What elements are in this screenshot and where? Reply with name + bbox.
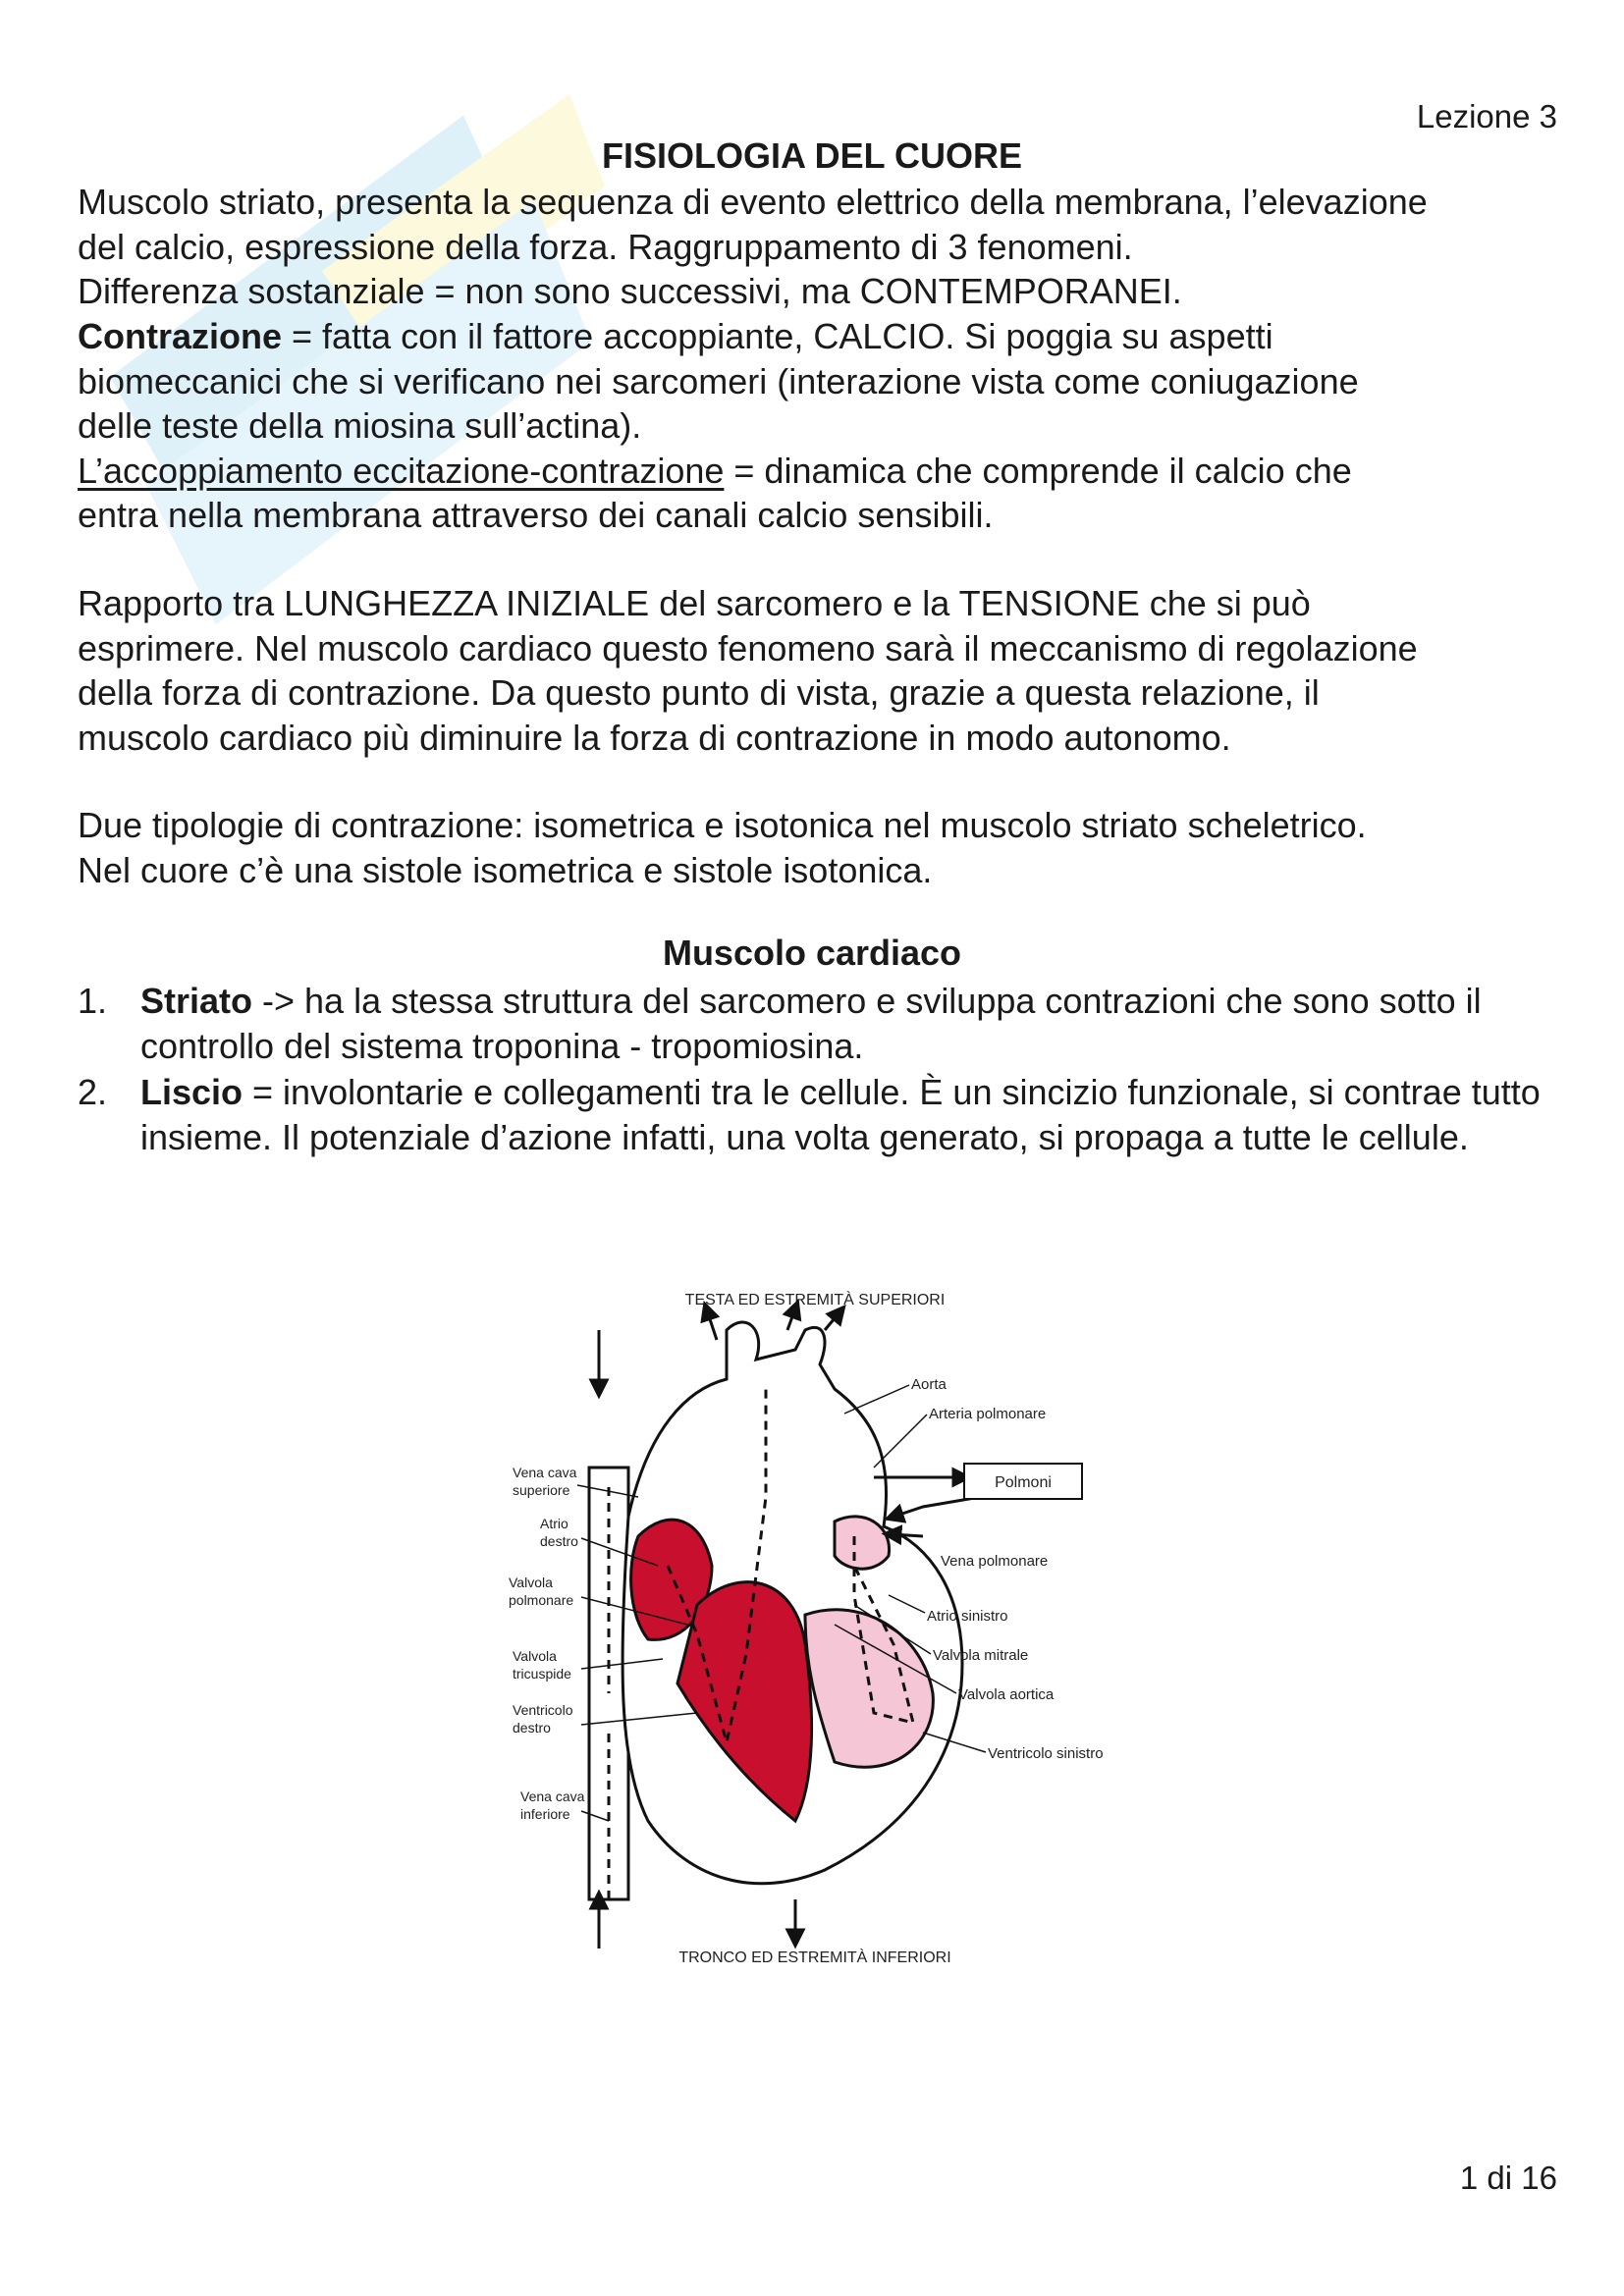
paragraph-contrazione bbox=[78, 314, 1570, 538]
label-right: Arteria polmonare bbox=[929, 1406, 1047, 1422]
label-left: Vena cava bbox=[520, 1789, 585, 1804]
paragraph-line: muscolo cardiaco più diminuire la forza di contrazione in modo autonomo. bbox=[78, 717, 1231, 758]
paragraph-line: biomeccanici che si verificano nei sarcomeri (interazione vista come coniugazione bbox=[78, 360, 1359, 401]
heart-diagram-svg bbox=[501, 1271, 1129, 1968]
label-right: Valvola mitrale bbox=[933, 1647, 1029, 1664]
label-bottom: TRONCO ED ESTREMITÀ INFERIORI bbox=[678, 1949, 951, 1966]
paragraph-line: Nel cuore c’è una sistole isometrica e sistole isotonica. bbox=[78, 849, 933, 890]
list-item bbox=[78, 1070, 1570, 1159]
label-top: TESTA ED ESTREMITÀ SUPERIORI bbox=[684, 1292, 946, 1308]
label-left: inferiore bbox=[520, 1806, 570, 1822]
label-left: Vena cava bbox=[513, 1465, 577, 1480]
paragraph-text: = dinamica che comprende il calcio che bbox=[724, 450, 1352, 491]
label-left: Ventricolo bbox=[513, 1702, 573, 1718]
lungs-label: Polmoni bbox=[995, 1474, 1052, 1491]
paragraph-line: entra nella membrana attraverso dei canali calcio sensibili. bbox=[78, 495, 994, 535]
paragraph-intro bbox=[78, 180, 1570, 314]
arrow-pulmonary-vein bbox=[892, 1534, 923, 1536]
label-right: Atrio sinistro bbox=[927, 1608, 1008, 1625]
paragraph-tipologie bbox=[78, 803, 1570, 892]
label-left: superiore bbox=[513, 1482, 570, 1498]
muscle-type-list bbox=[78, 979, 1570, 1161]
list-term: Liscio bbox=[140, 1072, 244, 1112]
list-item bbox=[78, 979, 1570, 1068]
arrow-head-up bbox=[787, 1308, 795, 1330]
label-right: Vena polmonare bbox=[941, 1553, 1049, 1570]
paragraph-line: esprimere. Nel muscolo cardiaco questo fenomeno sarà il meccanismo di regolazione bbox=[78, 627, 1418, 668]
list-term: Striato bbox=[140, 981, 253, 1021]
lesson-number: Lezione 3 bbox=[1416, 98, 1557, 134]
paragraph-line bbox=[78, 314, 1570, 359]
arrow-head-up bbox=[707, 1310, 717, 1340]
label-left: Valvola bbox=[513, 1648, 557, 1664]
list-text: -> ha la stessa struttura del sarcomero e sviluppa contrazioni che sono sotto il controllo del sistema troponina - tropomiosina. bbox=[140, 981, 1482, 1066]
label-left: Atrio bbox=[540, 1516, 568, 1531]
list-text: = involontarie e collegamenti tra le cellule. È un sincizio funzionale, si contrae tutto insieme. Il potenziale d’azione infatti, una volta generato, si propaga a tutte le cellule. bbox=[140, 1072, 1541, 1157]
label-right: Ventricolo sinistro bbox=[988, 1745, 1104, 1762]
label-right: Aorta bbox=[911, 1376, 947, 1393]
label-left: destro bbox=[540, 1533, 578, 1549]
paragraph-line: della forza di contrazione. Da questo punto di vista, grazie a questa relazione, il bbox=[78, 672, 1320, 713]
label-right: Valvola aortica bbox=[958, 1686, 1055, 1703]
paragraph-line bbox=[78, 449, 1570, 494]
paragraph-line: Rapporto tra LUNGHEZZA INIZIALE del sarcomero e la TENSIONE che si può bbox=[78, 583, 1311, 623]
page-title: FISIOLOGIA DEL CUORE bbox=[601, 135, 1023, 176]
heart-diagram bbox=[501, 1271, 1129, 1968]
left-labels bbox=[509, 1465, 585, 1822]
label-left: destro bbox=[513, 1720, 551, 1735]
label-left: tricuspide bbox=[513, 1666, 571, 1682]
paragraph-line: del calcio, espressione della forza. Raggruppamento di 3 fenomeni. bbox=[78, 226, 1133, 267]
paragraph-line: delle teste della miosina sull’actina). bbox=[78, 405, 642, 446]
paragraph-text: = fatta con il fattore accoppiante, CALCIO. Si poggia su aspetti bbox=[282, 316, 1273, 356]
label-left: Valvola bbox=[509, 1575, 553, 1590]
paragraph-line: Due tipologie di contrazione: isometrica e isotonica nel muscolo striato scheletrico. bbox=[78, 805, 1367, 845]
section-title: Muscolo cardiaco bbox=[662, 933, 962, 973]
paragraph-rapporto bbox=[78, 581, 1570, 760]
paragraph-line: Muscolo striato, presenta la sequenza di evento elettrico della membrana, l’elevazione bbox=[78, 182, 1428, 222]
list-number: 1. bbox=[78, 981, 108, 1021]
list-number: 2. bbox=[78, 1072, 108, 1112]
paragraph-line: Differenza sostanziale = non sono successivi, ma CONTEMPORANEI. bbox=[78, 271, 1182, 311]
term-accoppiamento: L’accoppiamento eccitazione-contrazione bbox=[78, 450, 725, 491]
term-contrazione: Contrazione bbox=[78, 316, 283, 356]
page-number: 1 di 16 bbox=[1459, 2160, 1557, 2196]
arrow-head-up bbox=[825, 1312, 839, 1330]
label-left: polmonare bbox=[509, 1592, 574, 1608]
